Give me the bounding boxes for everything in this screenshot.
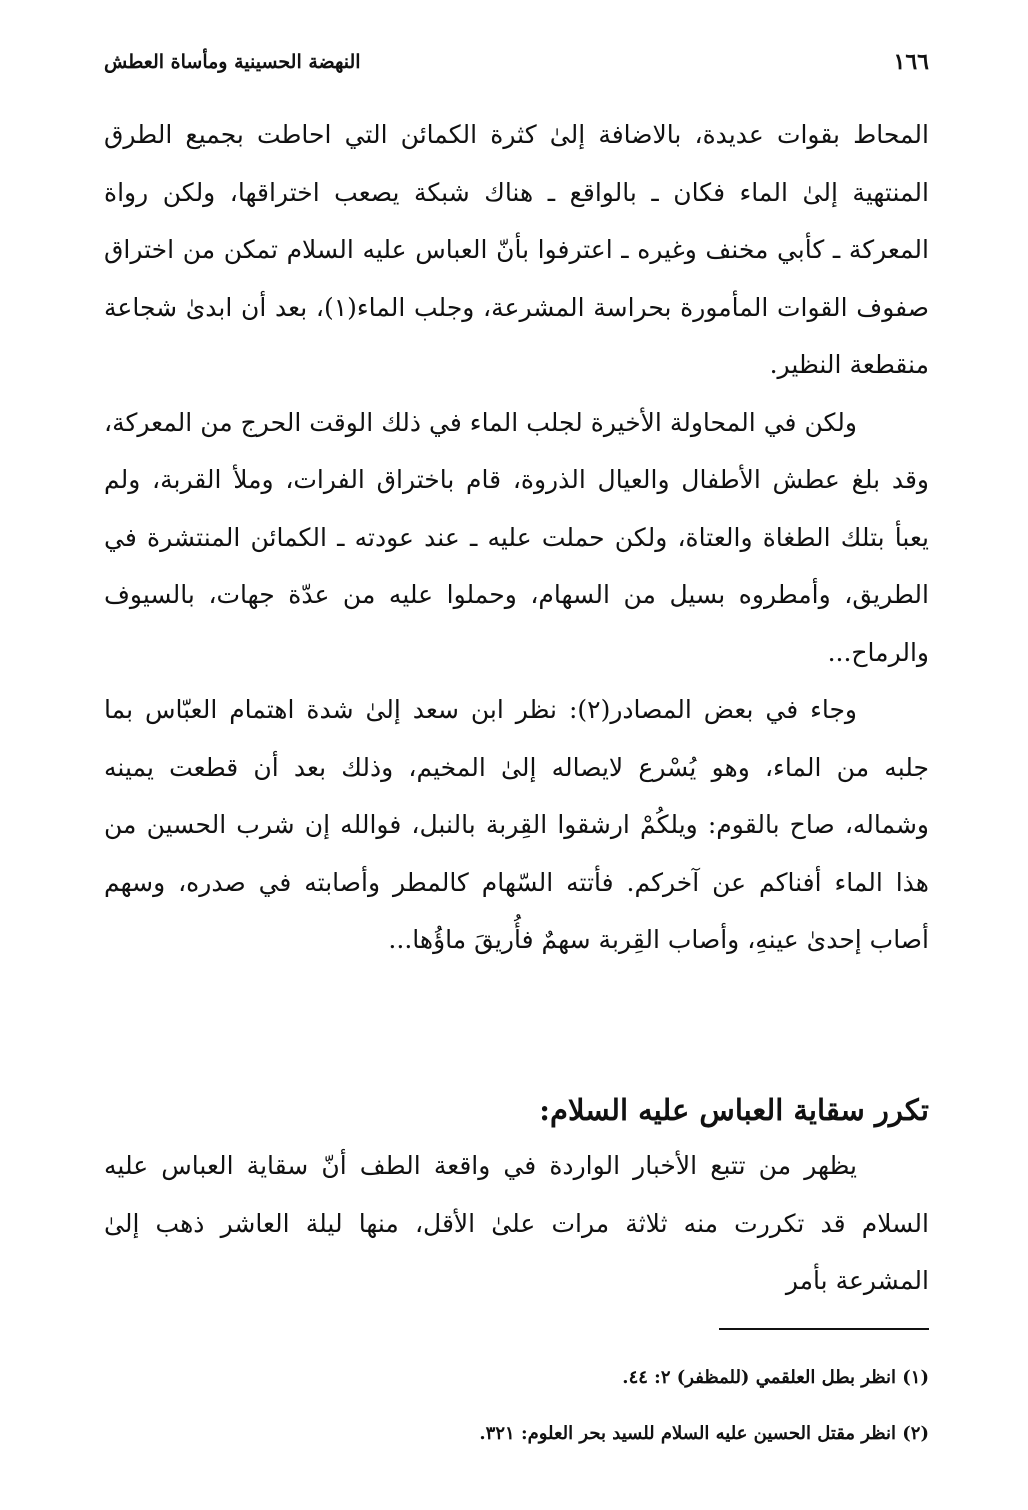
paragraph-2: ولكن في المحاولة الأخيرة لجلب الماء في ذلك الوقت الحرج من المعركة، وقد بلغ عطش الأطفال والعيال الذروة، قام باختراق الفرات، وملأ القربة، ولم يعبأ بتلك الطغاة والعتاة، ولكن حملت عليه ـ عند عودته ـ الكمائن المنتشرة في الطريق، وأمطروه بسيل من السهام، وحملوا عليه من عدّة جهات، بالسيوف والرماح... — [104, 407, 929, 667]
footnote-2: (٢) انظر مقتل الحسين عليه السلام للسيد بحر العلوم: ٣٢١. — [479, 1423, 929, 1444]
page-number: ١٦٦ — [893, 49, 929, 75]
running-title: النهضة الحسينية ومأساة العطش — [104, 51, 361, 73]
paragraph-3: وجاء في بعض المصادر(٢): نظر ابن سعد إلىٰ شدة اهتمام العبّاس بما جلبه من الماء، وهو يُسْرع لايصاله إلىٰ المخيم، وذلك بعد أن قطعت يمينه وشماله، صاح بالقوم: ويلكُمْ ارشقوا القِربة بالنبل، فوالله إن شرب الحسين من هذا الماء أفناكم عن آخركم. فأتته السّهام كالمطر وأصابته في صدره، وسهم أصاب إحدىٰ عينهِ، وأصاب القِربة سهمٌ فأُريقَ ماؤُها... — [104, 695, 929, 954]
footnotes — [104, 1350, 929, 1462]
running-header — [104, 40, 929, 84]
footnote-1: (١) انظر بطل العلقمي (للمظفر) ٢: ٤٤. — [622, 1367, 929, 1388]
section-body-text — [104, 1137, 929, 1310]
footnote-divider — [719, 1328, 929, 1330]
section-heading: تكرر سقاية العباس عليه السلام: — [539, 1093, 929, 1127]
section-paragraph: يظهر من تتبع الأخبار الواردة في واقعة الطف أنّ سقاية العباس عليه السلام قد تكررت منه ثلاثة مرات علىٰ الأقل، منها ليلة العاشر ذهب إلىٰ المشرعة بأمر — [104, 1151, 929, 1295]
main-body-text — [104, 106, 929, 969]
paragraph-1: المحاط بقوات عديدة، بالاضافة إلىٰ كثرة الكمائن التي احاطت بجميع الطرق المنتهية إلىٰ الماء فكان ـ بالواقع ـ هناك شبكة يصعب اختراقها، ولكن رواة المعركة ـ كأبي مخنف وغيره ـ اعترفوا بأنّ العباس عليه السلام تمكن من اختراق صفوف القوات المأمورة بحراسة المشرعة، وجلب الماء(١)، بعد أن ابدىٰ شجاعة منقطعة النظير. — [104, 120, 929, 379]
